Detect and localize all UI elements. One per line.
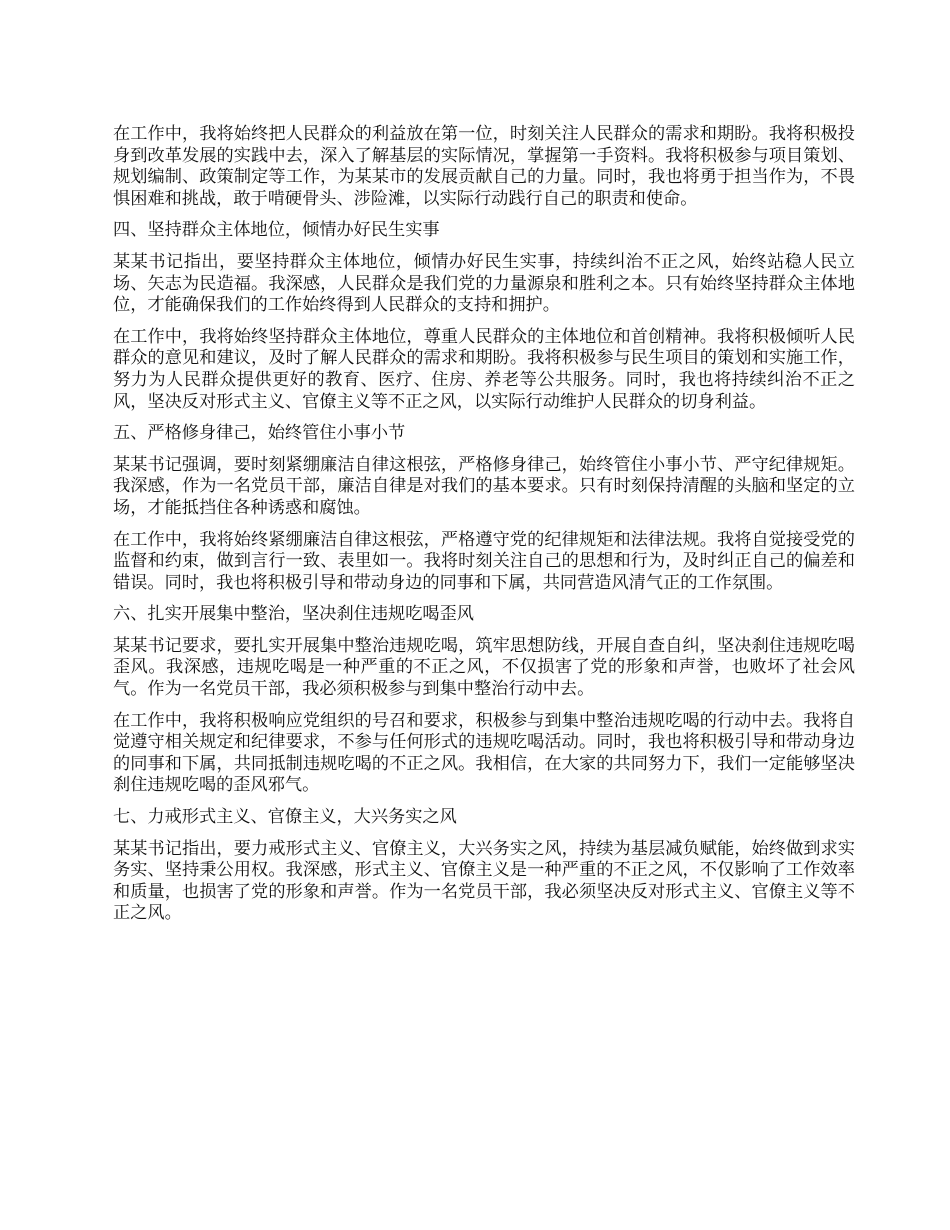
- paragraph-section-4-work: 在工作中，我将始终坚持群众主体地位，尊重人民群众的主体地位和首创精神。我将积极倾听人民群众的意见和建议，及时了解人民群众的需求和期盼。我将积极参与民生项目的策划和实施工作，努力为人民群众提供更好的教育、医疗、住房、养老等公共服务。同时，我也将持续纠治不正之风，坚决反对形式主义、官僚主义等不正之风，以实际行动维护人民群众的切身利益。: [113, 326, 855, 412]
- paragraph-section-6-quote: 某某书记要求，要扎实开展集中整治违规吃喝，筑牢思想防线，开展自查自纠，坚决刹住违规吃喝歪风。我深感，违规吃喝是一种严重的不正之风，不仅损害了党的形象和声誉，也败坏了社会风气。作为一名党员干部，我必须积极参与到集中整治行动中去。: [113, 635, 855, 700]
- paragraph-section-7-quote: 某某书记指出，要力戒形式主义、官僚主义，大兴务实之风，持续为基层减负赋能，始终做到求实务实、坚持秉公用权。我深感，形式主义、官僚主义是一种严重的不正之风，不仅影响了工作效率和质量，也损害了党的形象和声誉。作为一名党员干部，我必须坚决反对形式主义、官僚主义等不正之风。: [113, 838, 855, 924]
- paragraph-section-5-quote: 某某书记强调，要时刻紧绷廉洁自律这根弦，严格修身律己，始终管住小事小节、严守纪律规矩。我深感，作为一名党员干部，廉洁自律是对我们的基本要求。只有时刻保持清醒的头脑和坚定的立场，才能抵挡住各种诱惑和腐蚀。: [113, 454, 855, 518]
- paragraph-section-5-work: 在工作中，我将始终紧绷廉洁自律这根弦，严格遵守党的纪律规矩和法律法规。我将自觉接受党的监督和约束，做到言行一致、表里如一。我将时刻关注自己的思想和行为，及时纠正自己的偏差和错误。同时，我也将积极引导和带动身边的同事和下属，共同营造风清气正的工作氛围。: [113, 529, 855, 593]
- section-heading-5: 五、严格修身律己，始终管住小事小节: [113, 423, 406, 444]
- paragraph-section-6-work: 在工作中，我将积极响应党组织的号召和要求，积极参与到集中整治违规吃喝的行动中去。我将自觉遵守相关规定和纪律要求，不参与任何形式的违规吃喝活动。同时，我也将积极引导和带动身边的同事和下属，共同抵制违规吃喝的不正之风。我相信，在大家的共同努力下，我们一定能够坚决刹住违规吃喝的歪风邪气。: [113, 710, 855, 796]
- paragraph-section-4-quote: 某某书记指出，要坚持群众主体地位，倾情办好民生实事，持续纠治不正之风，始终站稳人民立场、矢志为民造福。我深感，人民群众是我们党的力量源泉和胜利之本。只有始终坚持群众主体地位，才能确保我们的工作始终得到人民群众的支持和拥护。: [113, 251, 855, 316]
- document-page: [113, 124, 855, 935]
- paragraph-intro-work: 在工作中，我将始终把人民群众的利益放在第一位，时刻关注人民群众的需求和期盼。我将积极投身到改革发展的实践中去，深入了解基层的实际情况，掌握第一手资料。我将积极参与项目策划、规划编制、政策制定等工作，为某某市的发展贡献自己的力量。同时，我也将勇于担当作为，不畏惧困难和挑战，敢于啃硬骨头、涉险滩，以实际行动践行自己的职责和使命。: [113, 124, 855, 209]
- section-heading-6: 六、扎实开展集中整治，坚决刹住违规吃喝歪风: [113, 604, 474, 625]
- section-heading-7: 七、力戒形式主义、官僚主义，大兴务实之风: [113, 807, 457, 828]
- section-heading-4: 四、坚持群众主体地位，倾情办好民生实事: [113, 220, 440, 241]
